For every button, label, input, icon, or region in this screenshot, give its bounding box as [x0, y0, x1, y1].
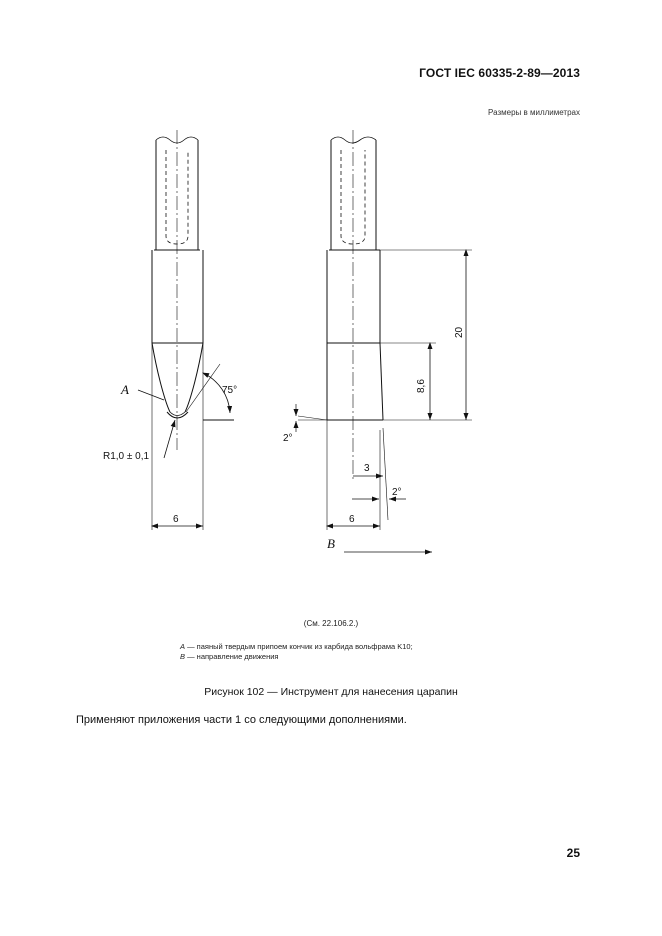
angle-75-label: 75° [222, 385, 238, 396]
units-note: Размеры в миллиметрах [488, 108, 580, 117]
dim-86-label: 8,6 [416, 379, 427, 393]
width-left-label: 6 [173, 514, 179, 525]
angle-2-bottom-label: 2° [392, 487, 402, 498]
legend-key: B [180, 652, 186, 661]
body-paragraph: Применяют приложения части 1 со следующими дополнениями. [76, 714, 407, 726]
label-a: A [121, 382, 129, 397]
document-header: ГОСТ IEC 60335-2-89—2013 [419, 66, 580, 80]
dim-20-label: 20 [454, 326, 465, 338]
left-view [138, 130, 234, 530]
radius-label: R1,0 ± 0,1 [103, 451, 150, 462]
see-reference: (См. 22.106.2.) [303, 619, 359, 628]
width-right-label: 6 [349, 514, 355, 525]
page-number: 25 [566, 846, 580, 860]
legend-text: — паяный твердым припоем кончик из карбида вольфрама K10; [185, 642, 413, 651]
legend-item-b [180, 652, 278, 661]
legend-key: A [180, 642, 186, 651]
figure-caption: Рисунок 102 — Инструмент для нанесения царапин [204, 686, 458, 698]
right-view [296, 130, 472, 552]
legend-text: — направление движения [185, 652, 279, 661]
angle-2-left-label: 2° [283, 433, 293, 444]
legend-item-a [180, 642, 413, 651]
dim-3-label: 3 [364, 463, 370, 474]
label-b: B [327, 536, 335, 551]
